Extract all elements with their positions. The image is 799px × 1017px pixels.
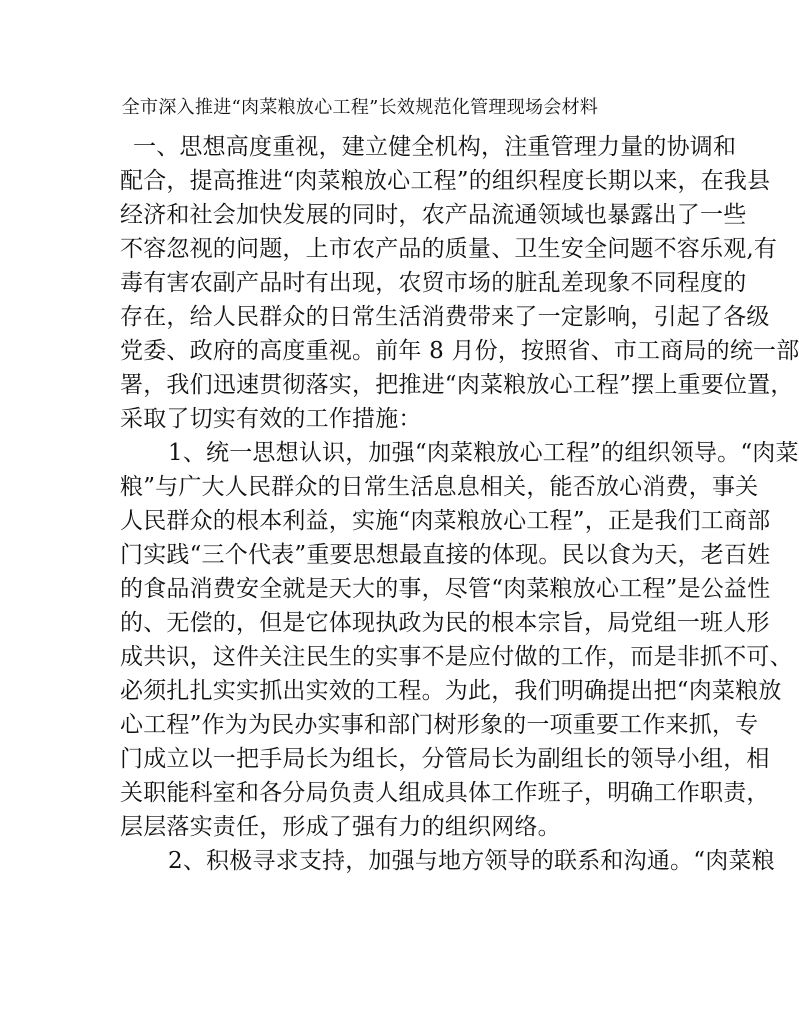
section-line: 2、积极寻求支持，加强与地方领导的联系和沟通。“肉菜粮 <box>168 848 775 874</box>
body-line: 心工程”作为为民办实事和部门树形象的一项重要工作来抓，专 <box>120 712 759 738</box>
body-line: 层层落实责任，形成了强有力的组织网络。 <box>120 814 561 840</box>
body-line: 成共识，这件关注民生的实事不是应付做的工作，而是非抓不可、 <box>120 644 793 670</box>
body-line: 门实践“三个代表”重要思想最直接的体现。民以食为天，老百姓 <box>120 542 771 568</box>
body-line: 的、无偿的，但是它体现执政为民的根本宗旨，局党组一班人形 <box>120 610 770 636</box>
body-line: 采取了切实有效的工作措施： <box>120 406 422 432</box>
body-line: 门成立以一把手局长为组长，分管局长为副组长的领导小组，相 <box>120 746 770 772</box>
body-line: 不容忽视的问题，上市农产品的质量、卫生安全问题不容乐观,有 <box>120 236 778 262</box>
body-line: 人民群众的根本利益，实施“肉菜粮放心工程”，正是我们工商部 <box>120 508 771 534</box>
body-line: 关职能科室和各分局负责人组成具体工作班子，明确工作职责， <box>120 780 770 806</box>
body-line: 粮”与广大人民群众的日常生活息息相关，能否放心消费，事关 <box>120 474 759 500</box>
body-line: 经济和社会加快发展的同时，农产品流通领域也暴露出了一些 <box>120 202 747 228</box>
body-line: 一、思想高度重视，建立健全机构，注重管理力量的协调和 <box>133 134 737 160</box>
section-line: 1、统一思想认识，加强“肉菜粮放心工程”的组织领导。“肉菜 <box>168 440 799 466</box>
body-line: 的食品消费安全就是天大的事，尽管“肉菜粮放心工程”是公益性 <box>120 576 771 602</box>
body-line: 必须扎扎实实抓出实效的工程。为此，我们明确提出把“肉菜粮放 <box>120 678 782 704</box>
body-line: 党委、政府的高度重视。前年 8 月份，按照省、市工商局的统一部 <box>120 338 799 364</box>
body-line: 毒有害农副产品时有出现，农贸市场的脏乱差现象不同程度的 <box>120 270 747 296</box>
body-line: 配合，提高推进“肉菜粮放心工程”的组织程度长期以来，在我县 <box>120 168 771 194</box>
document-title: 全市深入推进“肉菜粮放心工程”长效规范化管理现场会材料 <box>121 97 599 118</box>
body-line: 存在，给人民群众的日常生活消费带来了一定影响，引起了各级 <box>120 304 770 330</box>
body-line: 署，我们迅速贯彻落实，把推进“肉菜粮放心工程”摆上重要位置， <box>120 372 794 398</box>
